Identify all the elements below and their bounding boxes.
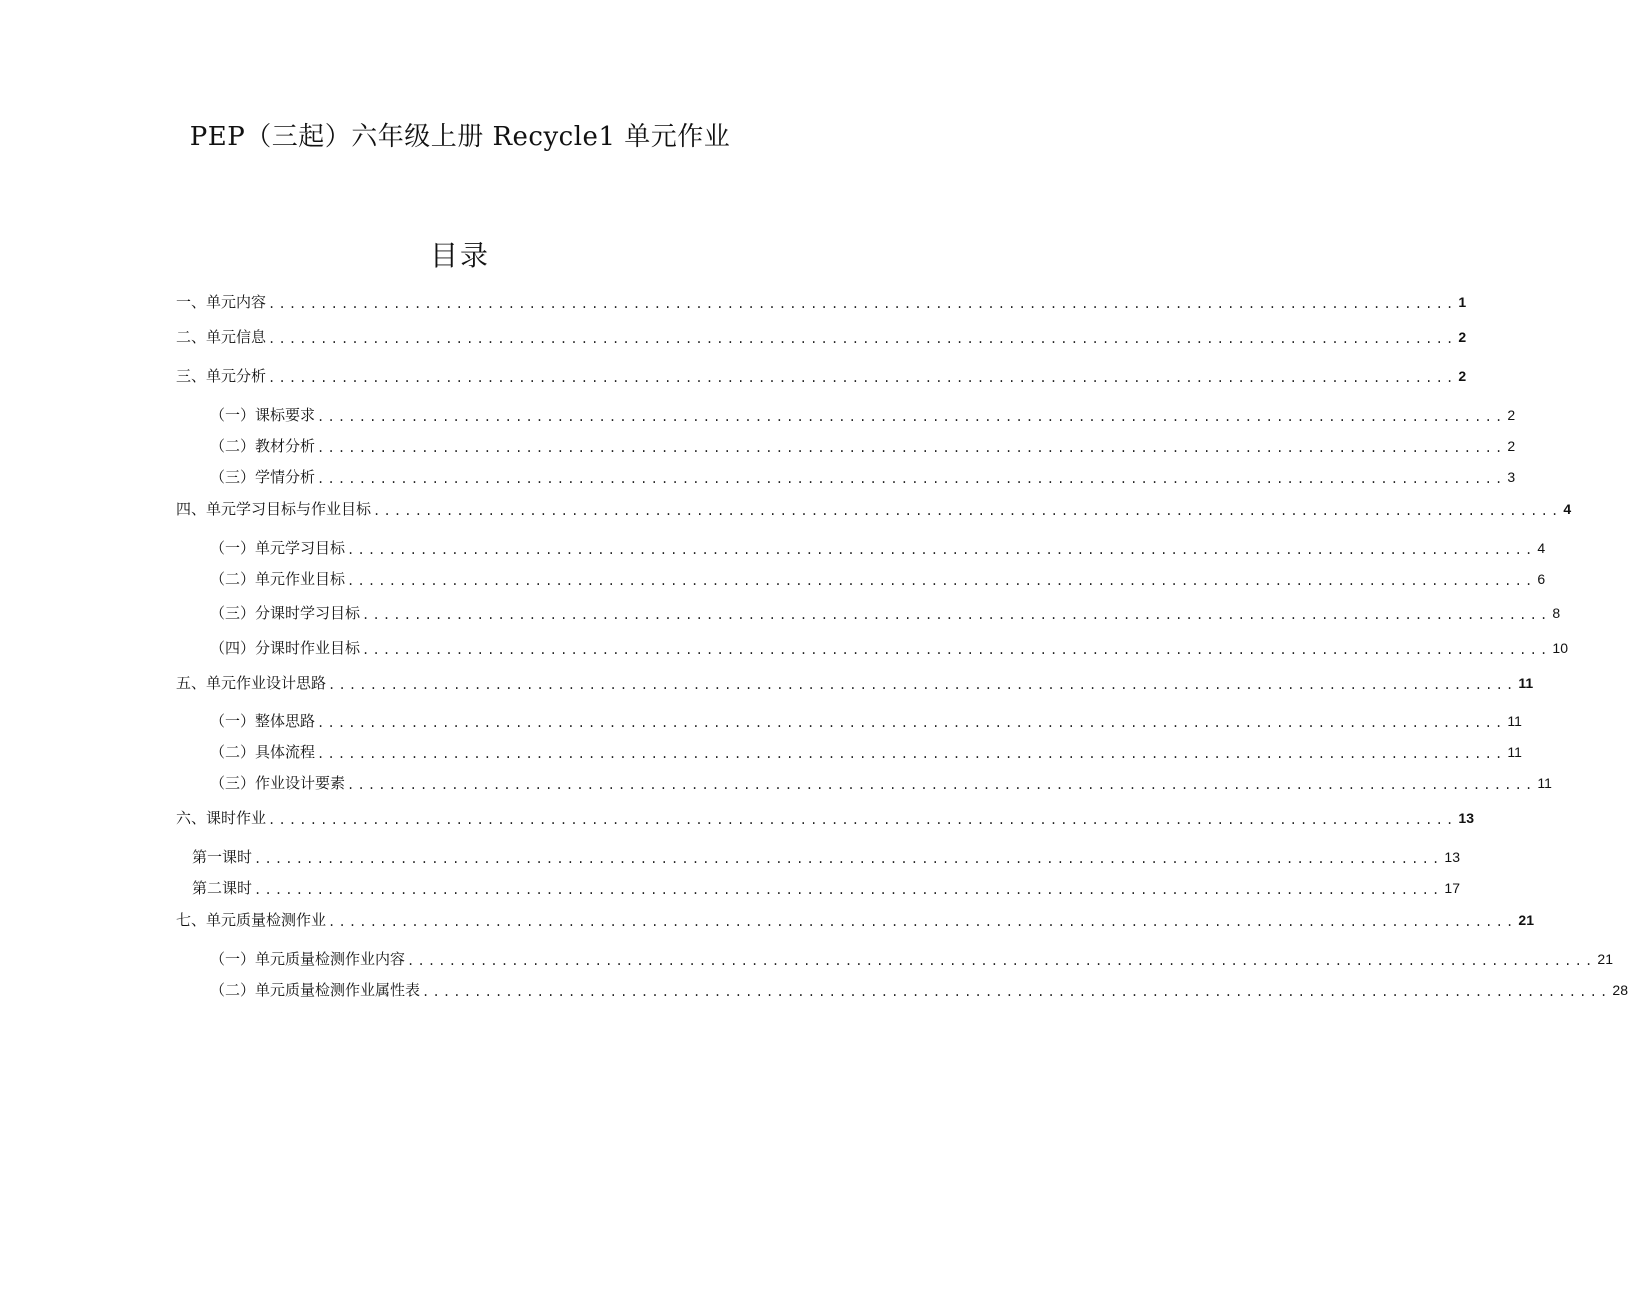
toc-leader-dots: .................................................................................................................. (317, 410, 1506, 424)
toc-entry-label: （二）具体流程 (210, 743, 316, 761)
toc-entry[interactable] (210, 536, 1546, 560)
toc-entry-page: 2 (1507, 407, 1516, 423)
toc-entry[interactable] (176, 364, 1467, 388)
toc-entry-label: 四、单元学习目标与作业目标 (176, 500, 372, 518)
toc-entry-page: 28 (1612, 982, 1628, 998)
toc-entry-page: 6 (1537, 571, 1546, 587)
toc-entry-label: （三）学情分析 (210, 468, 316, 486)
toc-heading: 目录 (429, 239, 490, 272)
toc-entry-page: 11 (1518, 675, 1534, 691)
toc-entry[interactable] (210, 567, 1546, 591)
toc-entry-page: 2 (1458, 368, 1467, 384)
toc-entry-label: 二、单元信息 (176, 328, 267, 346)
document-title: PEP（三起）六年级上册 Recycle1 单元作业 (189, 122, 731, 152)
toc-entry-label: （二）单元质量检测作业属性表 (210, 981, 421, 999)
toc-leader-dots: .................................................................................................................. (407, 954, 1596, 968)
toc-entry[interactable] (192, 845, 1460, 869)
toc-leader-dots: .................................................................................................................. (254, 852, 1443, 866)
toc-leader-dots: .................................................................................................................. (268, 332, 1457, 346)
toc-entry-label: 第一课时 (192, 848, 253, 866)
toc-entry[interactable] (210, 978, 1628, 1002)
toc-entry[interactable] (176, 671, 1534, 695)
toc-entry-label: （一）整体思路 (210, 712, 316, 730)
toc-entry-label: （二）单元作业目标 (210, 570, 346, 588)
toc-leader-dots: .................................................................................................................. (362, 643, 1551, 657)
toc-entry[interactable] (210, 403, 1516, 427)
toc-leader-dots: .................................................................................................................. (268, 813, 1457, 827)
toc-leader-dots: .................................................................................................................. (317, 441, 1506, 455)
toc-leader-dots: .................................................................................................................. (268, 297, 1457, 311)
toc-entry[interactable] (176, 290, 1467, 314)
toc-entry-label: （一）单元质量检测作业内容 (210, 950, 406, 968)
toc-entry-label: （一）课标要求 (210, 406, 316, 424)
toc-entry[interactable] (210, 636, 1568, 660)
toc-leader-dots: .................................................................................................................. (328, 915, 1517, 929)
toc-entry-page: 4 (1563, 501, 1572, 517)
toc-entry-label: 五、单元作业设计思路 (176, 674, 327, 692)
toc-entry[interactable] (210, 434, 1516, 458)
toc-entry-label: （四）分课时作业目标 (210, 639, 361, 657)
toc-entry[interactable] (210, 709, 1522, 733)
toc-leader-dots: .................................................................................................................. (254, 883, 1443, 897)
toc-entry-label: 一、单元内容 (176, 293, 267, 311)
toc-entry-label: 三、单元分析 (176, 367, 267, 385)
toc-entry-label: （三）作业设计要素 (210, 774, 346, 792)
toc-entry-page: 11 (1537, 775, 1552, 791)
toc-entry-page: 11 (1507, 744, 1522, 760)
toc-leader-dots: .................................................................................................................. (362, 608, 1551, 622)
toc-entry-page: 4 (1537, 540, 1546, 556)
toc-entry[interactable] (176, 908, 1534, 932)
toc-entry-page: 21 (1597, 951, 1613, 967)
toc-leader-dots: .................................................................................................................. (422, 985, 1611, 999)
toc-entry-label: （三）分课时学习目标 (210, 604, 361, 622)
toc-entry-page: 11 (1507, 713, 1522, 729)
toc-entry-page: 1 (1458, 294, 1467, 310)
toc-entry[interactable] (210, 947, 1613, 971)
toc-leader-dots: .................................................................................................................. (317, 716, 1506, 730)
toc-entry-page: 17 (1444, 880, 1460, 896)
toc-leader-dots: .................................................................................................................. (373, 504, 1562, 518)
toc-entry-page: 2 (1458, 329, 1467, 345)
toc-entry-page: 3 (1507, 469, 1516, 485)
toc-entry[interactable] (210, 465, 1516, 489)
toc-entry[interactable] (176, 806, 1474, 830)
toc-leader-dots: .................................................................................................................. (317, 747, 1506, 761)
toc-entry[interactable] (210, 740, 1522, 764)
toc-entry-page: 8 (1552, 605, 1561, 621)
toc-entry-page: 10 (1552, 640, 1568, 656)
toc-entry-label: 七、单元质量检测作业 (176, 911, 327, 929)
toc-entry-page: 13 (1444, 849, 1460, 865)
toc-entry-page: 21 (1518, 912, 1534, 928)
toc-leader-dots: .................................................................................................................. (317, 472, 1506, 486)
toc-entry-label: 第二课时 (192, 879, 253, 897)
toc-entry-label: 六、课时作业 (176, 809, 267, 827)
toc-leader-dots: .................................................................................................................. (347, 778, 1536, 792)
toc-entry[interactable] (210, 771, 1552, 795)
toc-leader-dots: .................................................................................................................. (347, 543, 1536, 557)
toc-entry[interactable] (176, 497, 1572, 521)
toc-entry[interactable] (210, 601, 1561, 625)
toc-entry[interactable] (176, 325, 1467, 349)
toc-entry-page: 13 (1458, 810, 1474, 826)
toc-entry-label: （一）单元学习目标 (210, 539, 346, 557)
toc-entry-page: 2 (1507, 438, 1516, 454)
toc-leader-dots: .................................................................................................................. (268, 371, 1457, 385)
toc-leader-dots: .................................................................................................................. (328, 678, 1517, 692)
toc-leader-dots: .................................................................................................................. (347, 574, 1536, 588)
toc-entry-label: （二）教材分析 (210, 437, 316, 455)
toc-entry[interactable] (192, 876, 1460, 900)
